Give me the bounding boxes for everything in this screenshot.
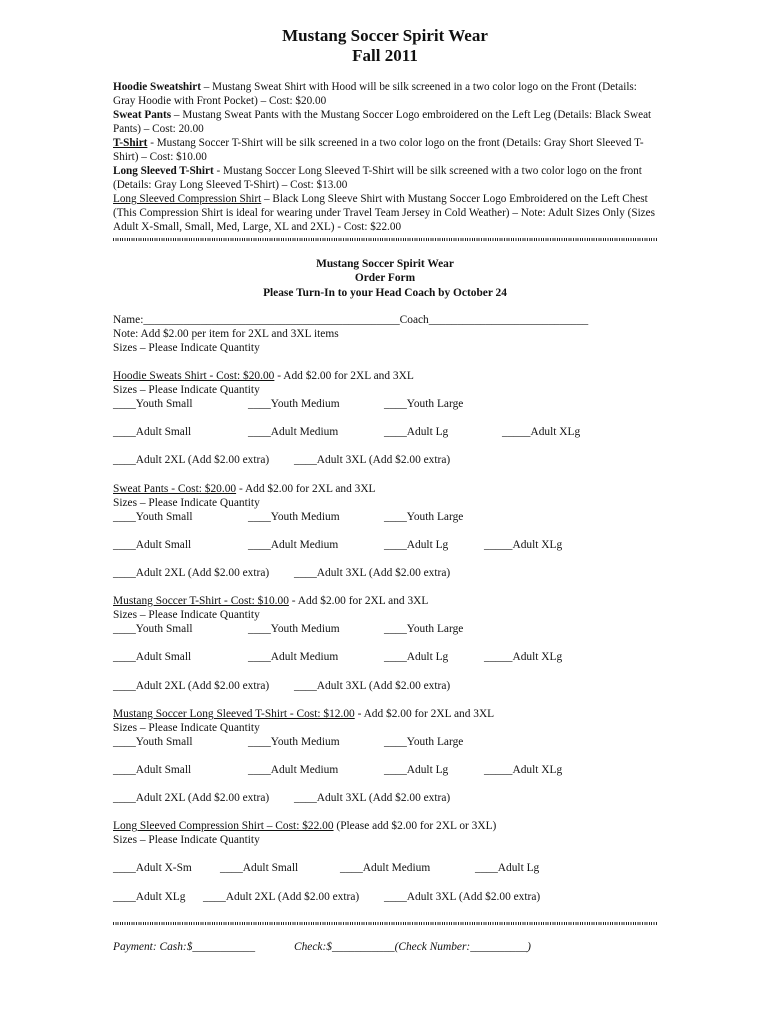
pants-heading: Sweat Pants - Cost: $20.00 - Add $2.00 for 2XL and 3XL bbox=[113, 483, 376, 495]
longsleeve-sizes-prompt: Sizes – Please Indicate Quantity bbox=[113, 722, 260, 734]
section-divider bbox=[113, 238, 658, 241]
document-title: Mustang Soccer Spirit Wear bbox=[282, 26, 488, 45]
tshirt-youth-medium-field[interactable]: ____Youth Medium bbox=[248, 623, 340, 635]
pants-youth-large-field[interactable]: ____Youth Large bbox=[384, 511, 464, 523]
compression-adult-3xl-field[interactable]: ____Adult 3XL (Add $2.00 extra) bbox=[384, 891, 541, 903]
hoodie-youth-large-field[interactable]: ____Youth Large bbox=[384, 398, 464, 410]
tshirt-youth-large-field[interactable]: ____Youth Large bbox=[384, 623, 464, 635]
longsleeve-adult-xlg-field[interactable]: _____Adult XLg bbox=[484, 764, 563, 776]
description-long-sleeve: Long Sleeved T-Shirt - Mustang Soccer Long Sleeved T-Shirt will be silk screened with a two color logo on the front (Details: Gray Long Sleeved T-Shirt) – Cost: $13.00 bbox=[113, 165, 642, 191]
payment-divider bbox=[113, 922, 658, 925]
description-tshirt: T-Shirt - Mustang Soccer T-Shirt will be silk screened in a two color logo on the front (Details: Gray Short Sleeved T-Shirt) – Cost: $10.00 bbox=[113, 137, 644, 163]
hoodie-adult-small-field[interactable]: ____Adult Small bbox=[113, 426, 192, 438]
compression-sizes-prompt: Sizes – Please Indicate Quantity bbox=[113, 834, 260, 846]
longsleeve-adult-medium-field[interactable]: ____Adult Medium bbox=[248, 764, 339, 776]
pants-adult-3xl-field[interactable]: ____Adult 3XL (Add $2.00 extra) bbox=[294, 567, 451, 579]
pants-adult-small-field[interactable]: ____Adult Small bbox=[113, 539, 192, 551]
longsleeve-heading: Mustang Soccer Long Sleeved T-Shirt - Cost: $12.00 - Add $2.00 for 2XL and 3XL bbox=[113, 708, 495, 720]
hoodie-heading: Hoodie Sweats Shirt - Cost: $20.00 - Add $2.00 for 2XL and 3XL bbox=[113, 370, 414, 382]
longsleeve-adult-small-field[interactable]: ____Adult Small bbox=[113, 764, 192, 776]
longsleeve-youth-small-field[interactable]: ____Youth Small bbox=[113, 736, 193, 748]
tshirt-youth-small-field[interactable]: ____Youth Small bbox=[113, 623, 193, 635]
compression-adult-xsm-field[interactable]: ____Adult X-Sm bbox=[113, 862, 192, 874]
hoodie-youth-small-field[interactable]: ____Youth Small bbox=[113, 398, 193, 410]
form-header-instruction: Please Turn-In to your Head Coach by October 24 bbox=[263, 287, 507, 299]
longsleeve-youth-medium-field[interactable]: ____Youth Medium bbox=[248, 736, 340, 748]
compression-adult-xlg-field[interactable]: ____Adult XLg bbox=[113, 891, 186, 903]
description-compression: Long Sleeved Compression Shirt – Black Long Sleeve Shirt with Mustang Soccer Logo Embroidered on the Left Chest (This Compression Shirt is ideal for wearing under Travel Team Jersey in Cold Weather) – Note: Adult Sizes Only (Sizes Adult X-Small, Small, Med, Large, XL and 2XL) - Cost: $22.00 bbox=[113, 193, 655, 233]
tshirt-adult-2xl-field[interactable]: ____Adult 2XL (Add $2.00 extra) bbox=[113, 680, 270, 692]
pants-adult-lg-field[interactable]: ____Adult Lg bbox=[384, 539, 449, 551]
payment-check-field[interactable]: Check:$___________(Check Number:__________) bbox=[294, 941, 531, 953]
pants-sizes-prompt: Sizes – Please Indicate Quantity bbox=[113, 497, 260, 509]
hoodie-adult-3xl-field[interactable]: ____Adult 3XL (Add $2.00 extra) bbox=[294, 454, 451, 466]
longsleeve-adult-lg-field[interactable]: ____Adult Lg bbox=[384, 764, 449, 776]
hoodie-adult-xlg-field[interactable]: _____Adult XLg bbox=[502, 426, 581, 438]
compression-adult-2xl-field[interactable]: ____Adult 2XL (Add $2.00 extra) bbox=[203, 891, 360, 903]
tshirt-adult-medium-field[interactable]: ____Adult Medium bbox=[248, 651, 339, 663]
tshirt-adult-xlg-field[interactable]: _____Adult XLg bbox=[484, 651, 563, 663]
longsleeve-adult-3xl-field[interactable]: ____Adult 3XL (Add $2.00 extra) bbox=[294, 792, 451, 804]
form-header-title: Mustang Soccer Spirit Wear bbox=[316, 258, 454, 270]
compression-heading: Long Sleeved Compression Shirt – Cost: $22.00 (Please add $2.00 for 2XL or 3XL) bbox=[113, 820, 497, 832]
hoodie-sizes-prompt: Sizes – Please Indicate Quantity bbox=[113, 384, 260, 396]
form-header-subtitle: Order Form bbox=[354, 272, 416, 284]
pants-youth-medium-field[interactable]: ____Youth Medium bbox=[248, 511, 340, 523]
payment-cash-field[interactable]: Payment: Cash:$___________ bbox=[113, 941, 256, 953]
description-hoodie: Hoodie Sweatshirt – Mustang Sweat Shirt with Hood will be silk screened in a two color logo on the Front (Details: Gray Hoodie with Front Pocket) – Cost: $20.00 bbox=[113, 81, 637, 107]
hoodie-adult-2xl-field[interactable]: ____Adult 2XL (Add $2.00 extra) bbox=[113, 454, 270, 466]
sizes-prompt: Sizes – Please Indicate Quantity bbox=[113, 342, 260, 354]
hoodie-youth-medium-field[interactable]: ____Youth Medium bbox=[248, 398, 340, 410]
tshirt-adult-lg-field[interactable]: ____Adult Lg bbox=[384, 651, 449, 663]
hoodie-adult-medium-field[interactable]: ____Adult Medium bbox=[248, 426, 339, 438]
longsleeve-youth-large-field[interactable]: ____Youth Large bbox=[384, 736, 464, 748]
product-descriptions bbox=[113, 80, 658, 234]
compression-adult-small-field[interactable]: ____Adult Small bbox=[220, 862, 299, 874]
compression-adult-lg-field[interactable]: ____Adult Lg bbox=[475, 862, 540, 874]
document-subtitle: Fall 2011 bbox=[352, 46, 418, 65]
tshirt-adult-small-field[interactable]: ____Adult Small bbox=[113, 651, 192, 663]
pants-adult-medium-field[interactable]: ____Adult Medium bbox=[248, 539, 339, 551]
tshirt-sizes-prompt: Sizes – Please Indicate Quantity bbox=[113, 609, 260, 621]
name-coach-field[interactable]: Name:_____________________________________________Coach____________________________ bbox=[113, 314, 589, 326]
pants-adult-xlg-field[interactable]: _____Adult XLg bbox=[484, 539, 563, 551]
hoodie-adult-lg-field[interactable]: ____Adult Lg bbox=[384, 426, 449, 438]
compression-adult-medium-field[interactable]: ____Adult Medium bbox=[340, 862, 431, 874]
description-sweat-pants: Sweat Pants – Mustang Sweat Pants with the Mustang Soccer Logo embroidered on the Left Leg (Details: Black Sweat Pants) – Cost: 20.00 bbox=[113, 109, 652, 135]
tshirt-adult-3xl-field[interactable]: ____Adult 3XL (Add $2.00 extra) bbox=[294, 680, 451, 692]
longsleeve-adult-2xl-field[interactable]: ____Adult 2XL (Add $2.00 extra) bbox=[113, 792, 270, 804]
pants-youth-small-field[interactable]: ____Youth Small bbox=[113, 511, 193, 523]
size-note: Note: Add $2.00 per item for 2XL and 3XL items bbox=[113, 328, 339, 340]
pants-adult-2xl-field[interactable]: ____Adult 2XL (Add $2.00 extra) bbox=[113, 567, 270, 579]
tshirt-heading: Mustang Soccer T-Shirt - Cost: $10.00 - Add $2.00 for 2XL and 3XL bbox=[113, 595, 429, 607]
